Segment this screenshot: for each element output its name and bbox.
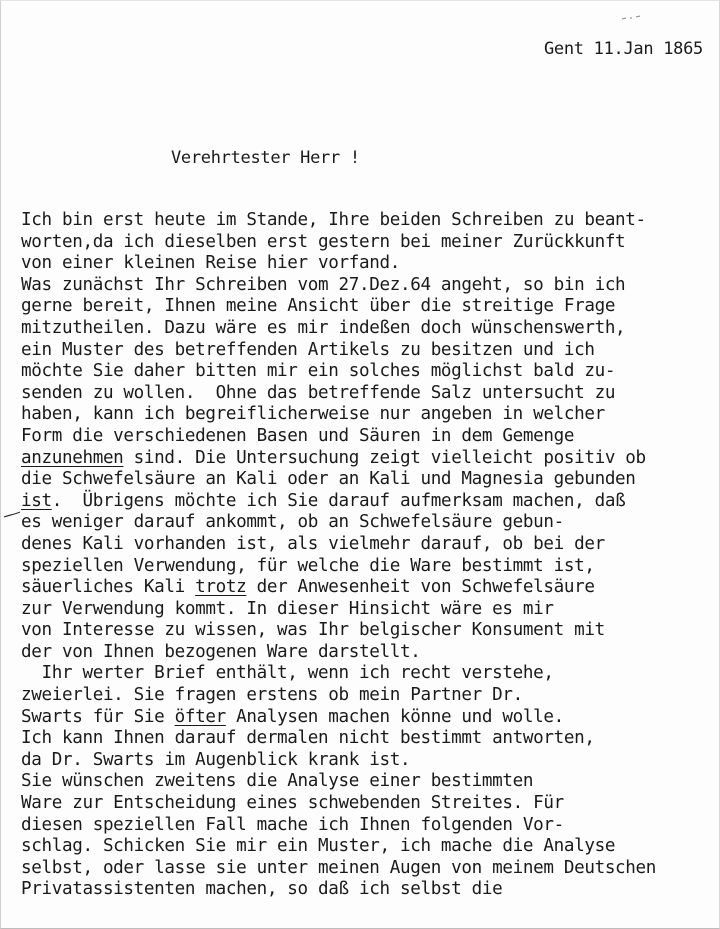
body-line — [21, 556, 711, 578]
body-line — [21, 620, 711, 642]
body-line — [21, 728, 711, 750]
body-line — [21, 642, 711, 664]
body-text-run: der Anwesenheit von Schwefelsäure — [246, 577, 595, 598]
body-line — [21, 750, 711, 772]
body-line — [21, 491, 711, 513]
body-line — [21, 879, 711, 901]
body-text-run: . Übrigens möchte ich Sie darauf aufmerksam machen, daß — [51, 490, 626, 511]
body-text-run: möchte Sie daher bitten mir ein solches möglichst bald zu- — [21, 361, 616, 382]
body-line — [21, 361, 711, 383]
body-text-run: sind. Die Untersuchung zeigt vielleicht positiv ob — [123, 447, 646, 468]
body-text-run: Swarts für Sie — [21, 706, 175, 727]
body-text-run: es weniger darauf ankommt, ob an Schwefelsäure gebun- — [21, 512, 564, 533]
body-line — [21, 404, 711, 426]
body-text-run: zur Verwendung kommt. In dieser Hinsicht wäre es mir — [21, 598, 554, 619]
body-line — [21, 275, 711, 297]
body-line — [21, 793, 711, 815]
body-line — [21, 836, 711, 858]
body-text-run: da Dr. Swarts im Augenblick krank ist. — [21, 749, 411, 770]
body-line — [21, 296, 711, 318]
body-line — [21, 210, 711, 232]
body-line — [21, 663, 711, 685]
underlined-word: trotz — [195, 577, 247, 598]
body-line — [21, 685, 711, 707]
body-line — [21, 534, 711, 556]
underlined-word: anzunehmen — [21, 447, 124, 468]
body-text-run: Ware zur Entscheidung eines schwebenden Streites. Für — [21, 793, 564, 814]
body-text-run: senden zu wollen. Ohne das betreffende Salz untersucht zu — [21, 382, 616, 403]
body-text-run: von einer kleinen Reise hier vorfand. — [21, 253, 400, 274]
body-line — [21, 426, 711, 448]
body-text-run: die Schwefelsäure an Kali oder an Kali und Magnesia gebunden — [21, 469, 636, 490]
body-text-run: von Interesse zu wissen, was Ihr belgischer Konsument mit — [21, 620, 605, 641]
body-line — [21, 340, 711, 362]
body-text-run: Ihr werter Brief enthält, wenn ich recht verstehe, — [21, 663, 554, 684]
body-line — [21, 771, 711, 793]
body-text-run: der von Ihnen bezogenen Ware darstellt. — [21, 641, 421, 662]
body-line — [21, 858, 711, 880]
margin-pen-mark — [3, 510, 21, 524]
body-line — [21, 448, 711, 470]
body-text-run: Privatassistenten machen, so daß ich selbst die — [21, 879, 503, 900]
body-text-run: säuerliches Kali — [21, 577, 196, 598]
body-line — [21, 512, 711, 534]
body-line — [21, 577, 711, 599]
underlined-word: ist — [21, 490, 52, 511]
body-text-run: Ich kann Ihnen darauf dermalen nicht bestimmt antworten, — [21, 728, 595, 749]
body-text-run: gerne bereit, Ihnen meine Ansicht über die streitige Frage — [21, 296, 616, 317]
body-text-run: haben, kann ich begreiflicherweise nur angeben in welcher — [21, 404, 605, 425]
letter-body — [21, 210, 711, 901]
body-line — [21, 469, 711, 491]
body-text-run: Sie wünschen zweitens die Analyse einer bestimmten — [21, 771, 534, 792]
body-text-run: zweierlei. Sie fragen erstens ob mein Partner Dr. — [21, 685, 523, 706]
body-text-run: worten,da ich dieselben erst gestern bei meiner Zurückkunft — [21, 231, 626, 252]
body-text-run: denes Kali vorhanden ist, als vielmehr darauf, ob bei der — [21, 533, 605, 554]
body-text-run: diesen speziellen Fall mache ich Ihnen folgenden Vor- — [21, 814, 564, 835]
body-text-run: schlag. Schicken Sie mir ein Muster, ich mache die Analyse — [21, 836, 616, 857]
body-text-run: Form die verschiedenen Basen und Säuren in dem Gemenge — [21, 425, 575, 446]
body-text-run: Analysen machen könne und wolle. — [225, 706, 564, 727]
body-text-run: Was zunächst Ihr Schreiben vom 27.Dez.64 angeht, so bin ich — [21, 274, 626, 295]
body-text-run: Ich bin erst heute im Stande, Ihre beiden Schreiben zu beant- — [21, 210, 646, 230]
body-line — [21, 815, 711, 837]
underlined-word: öfter — [174, 706, 226, 727]
body-text-run: speziellen Verwendung, für welche die Ware bestimmt ist, — [21, 555, 595, 576]
letter-date: Gent 11.Jan 1865 — [544, 39, 703, 59]
body-line — [21, 253, 711, 275]
body-line — [21, 383, 711, 405]
body-text-run: mitzutheilen. Dazu wäre es mir indeßen doch wünschenswerth, — [21, 317, 626, 338]
body-line — [21, 707, 711, 729]
scan-speck-mark — [621, 15, 641, 21]
body-line — [21, 232, 711, 254]
body-line — [21, 599, 711, 621]
body-text-run: selbst, oder lasse sie unter meinen Augen von meinem Deutschen — [21, 857, 657, 878]
body-line — [21, 318, 711, 340]
body-text-run: ein Muster des betreffenden Artikels zu besitzen und ich — [21, 339, 595, 360]
letter-salutation: Verehrtester Herr ! — [171, 148, 360, 168]
